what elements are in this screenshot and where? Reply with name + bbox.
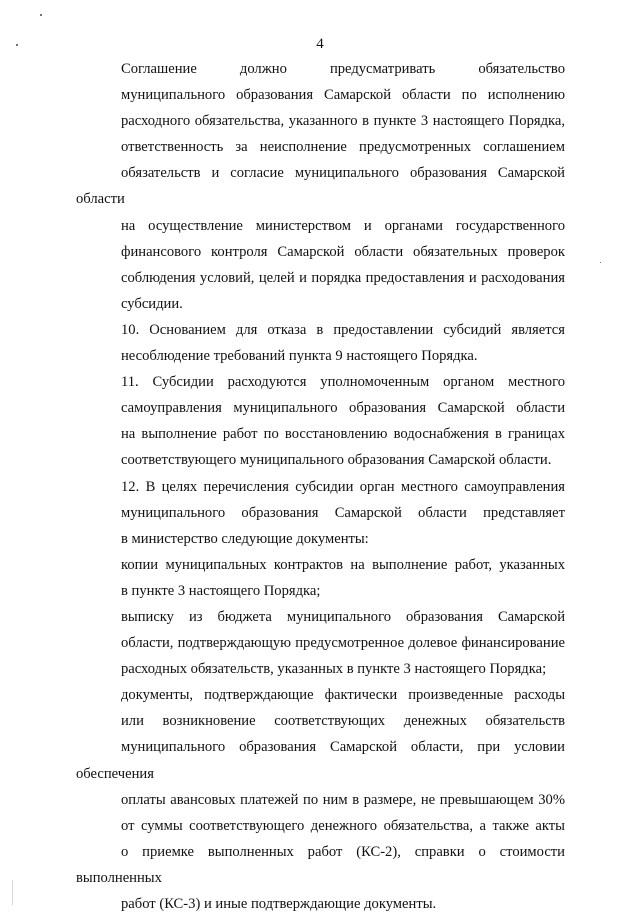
paragraph-agreement-obligation (76, 56, 565, 317)
text-line: обязательств и согласие муниципального образования Самарской области (76, 165, 565, 208)
paragraph-11 (76, 369, 565, 473)
text-line: в пункте 3 настоящего Порядка; (121, 582, 321, 599)
text-line: 12. В целях перечисления субсидии орган местного самоуправления (121, 478, 565, 495)
text-line: ответственность за неисполнение предусмотренных соглашением (121, 139, 565, 156)
text-line: 10. Основанием для отказа в предоставлении субсидий является (121, 321, 565, 338)
text-line: муниципального образования Самарской области, при условии обеспечения (76, 739, 565, 782)
text-line: работ (КС-3) и иные подтверждающие документы. (121, 896, 437, 912)
text-line: самоуправления муниципального образования Самарской области (121, 400, 565, 417)
paragraph-10 (76, 317, 565, 369)
text-line: соответствующего муниципального образования Самарской области. (121, 452, 552, 469)
scan-edge-line (12, 880, 13, 905)
text-line: в министерство следующие документы: (121, 530, 369, 547)
text-line: области, подтверждающую предусмотренное долевое финансирование (121, 635, 565, 652)
text-line: на осуществление министерством и органами государственного (121, 217, 565, 234)
text-line: копии муниципальных контрактов на выполнение работ, указанных (121, 556, 565, 573)
paragraph-12 (76, 474, 565, 552)
text-line: расходного обязательства, указанного в пункте 3 настоящего Порядка, (121, 113, 565, 130)
list-item-contract-copies (76, 552, 565, 604)
text-line: о приемке выполненных работ (КС-2), справки о стоимости выполненных (76, 843, 565, 886)
text-line: субсидии. (121, 295, 183, 312)
text-line: несоблюдение требований пункта 9 настоящего Порядка. (121, 348, 478, 365)
list-item-budget-extract (76, 604, 565, 682)
text-line: на выполнение работ по восстановлению водоснабжения в границах (121, 426, 565, 443)
text-line: или возникновение соответствующих денежных обязательств (121, 713, 565, 730)
scan-speck (40, 14, 42, 16)
text-line: муниципального образования Самарской области представляет (121, 504, 565, 521)
text-line: 11. Субсидии расходуются уполномоченным органом местного (121, 374, 565, 391)
text-line: соблюдения условий, целей и порядка предоставления и расходования (121, 269, 565, 286)
scan-speck (600, 262, 601, 263)
text-line: от суммы соответствующего денежного обязательства, а также акты (121, 817, 565, 834)
text-line: финансового контроля Самарской области обязательных проверок (121, 243, 565, 260)
text-line: расходных обязательств, указанных в пункте 3 настоящего Порядка; (121, 661, 547, 678)
text-line: выписку из бюджета муниципального образования Самарской (121, 608, 565, 625)
text-line: Соглашение должно предусматривать обязательство (121, 61, 565, 77)
list-item-expense-documents (76, 682, 565, 917)
page-number: 4 (316, 36, 324, 52)
text-line: документы, подтверждающие фактически произведенные расходы (121, 687, 565, 704)
document-body (76, 56, 565, 917)
text-line: муниципального образования Самарской области по исполнению (121, 87, 565, 104)
scan-speck (16, 44, 18, 46)
text-line: оплаты авансовых платежей по ним в размере, не превышающем 30% (121, 791, 565, 808)
